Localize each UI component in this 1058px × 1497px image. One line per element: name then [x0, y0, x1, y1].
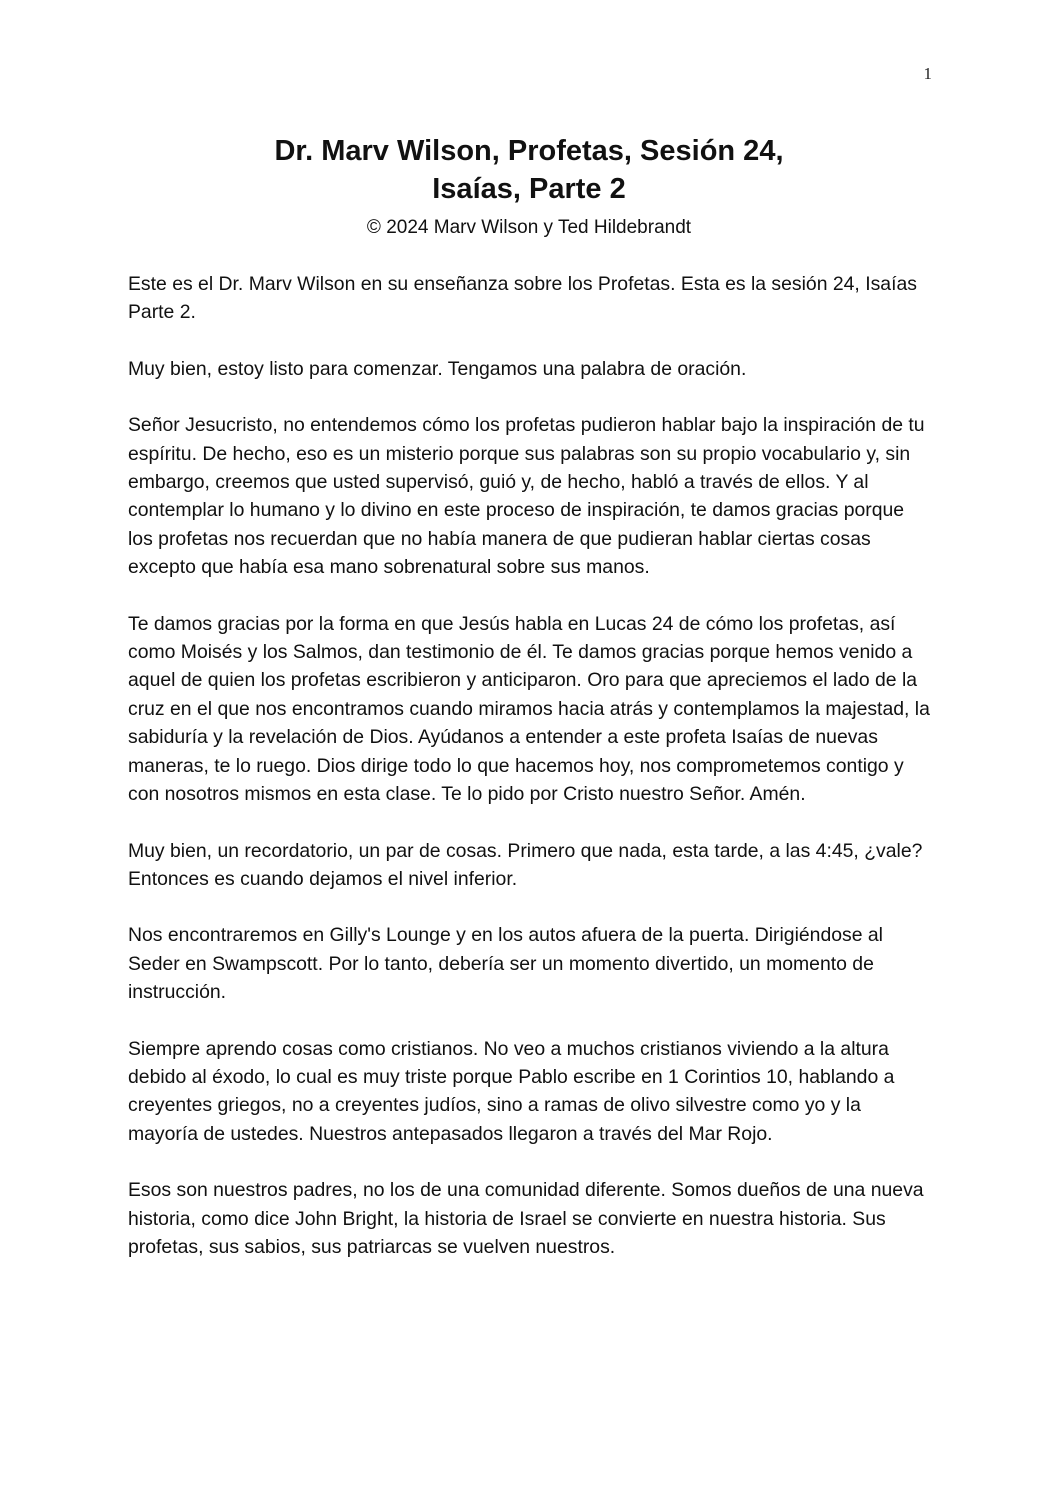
- document-header: [0, 132, 1058, 240]
- document-title-line-2: Isaías, Parte 2: [432, 173, 626, 205]
- paragraph-reminder: Muy bien, un recordatorio, un par de cosas. Primero que nada, esta tarde, a las 4:45, ¿vale? Entonces es cuando dejamos el nivel inferior.: [128, 839, 923, 890]
- copyright-notice: © 2024 Marv Wilson y Ted Hildebrandt: [366, 217, 692, 238]
- paragraph-exodus: Siempre aprendo cosas como cristianos. No veo a muchos cristianos viviendo a la altura debido al éxodo, lo cual es muy triste porque Pablo escribe en 1 Corintios 10, hablando a creyentes griegos, no a creyentes judíos, sino a ramas de olivo silvestre como yo y la mayoría de ustedes. Nuestros antepasados llegaron a través del Mar Rojo.: [128, 1037, 895, 1145]
- paragraph-prayer-1: Señor Jesucristo, no entendemos cómo los profetas pudieron hablar bajo la inspiración de tu espíritu. De hecho, eso es un misterio porque sus palabras son su propio vocabulario y, sin embargo, creemos que usted supervisó, guió y, de hecho, habló a través de ellos. Y al contemplar lo humano y lo divino en este proceso de inspiración, te damos gracias porque los profetas nos recuerdan que no había manera de que pudieran hablar ciertas cosas excepto que había esa mano sobrenatural sobre sus manos.: [128, 414, 925, 579]
- page-number: 1: [923, 64, 932, 83]
- paragraph-prayer-2: Te damos gracias por la forma en que Jesús habla en Lucas 24 de cómo los profetas, así como Moisés y los Salmos, dan testimonio de él. Te damos gracias porque hemos venido a aquel de quien los profetas escribieron y anticiparon. Oro para que apreciemos el lado de la cruz en el que nos encontramos cuando miramos hacia atrás y contemplamos la majestad, la sabiduría y la revelación de Dios. Ayúdanos a entender a este profeta Isaías de nuevas maneras, te lo ruego. Dios dirige todo lo que hacemos hoy, nos comprometemos contigo y con nosotros mismos en esta clase. Te lo pido por Cristo nuestro Señor. Amén.: [128, 612, 930, 806]
- paragraph-intro: Este es el Dr. Marv Wilson en su enseñanza sobre los Profetas. Esta es la sesión 24, Isaías Parte 2.: [128, 273, 917, 324]
- paragraph-history: Esos son nuestros padres, no los de una comunidad diferente. Somos dueños de una nueva historia, como dice John Bright, la historia de Israel se convierte en nuestra historia. Sus profetas, sus sabios, sus patriarcas se vuelven nuestros.: [128, 1179, 924, 1258]
- paragraph-meeting: Nos encontraremos en Gilly's Lounge y en los autos afuera de la puerta. Dirigiéndose al Seder en Swampscott. Por lo tanto, debería ser un momento divertido, un momento de instrucción.: [128, 924, 883, 1004]
- paragraph-prayer-call: Muy bien, estoy listo para comenzar. Tengamos una palabra de oración.: [128, 357, 747, 380]
- document-body: [128, 270, 934, 1289]
- document-title-line-1: Dr. Marv Wilson, Profetas, Sesión 24,: [274, 135, 784, 167]
